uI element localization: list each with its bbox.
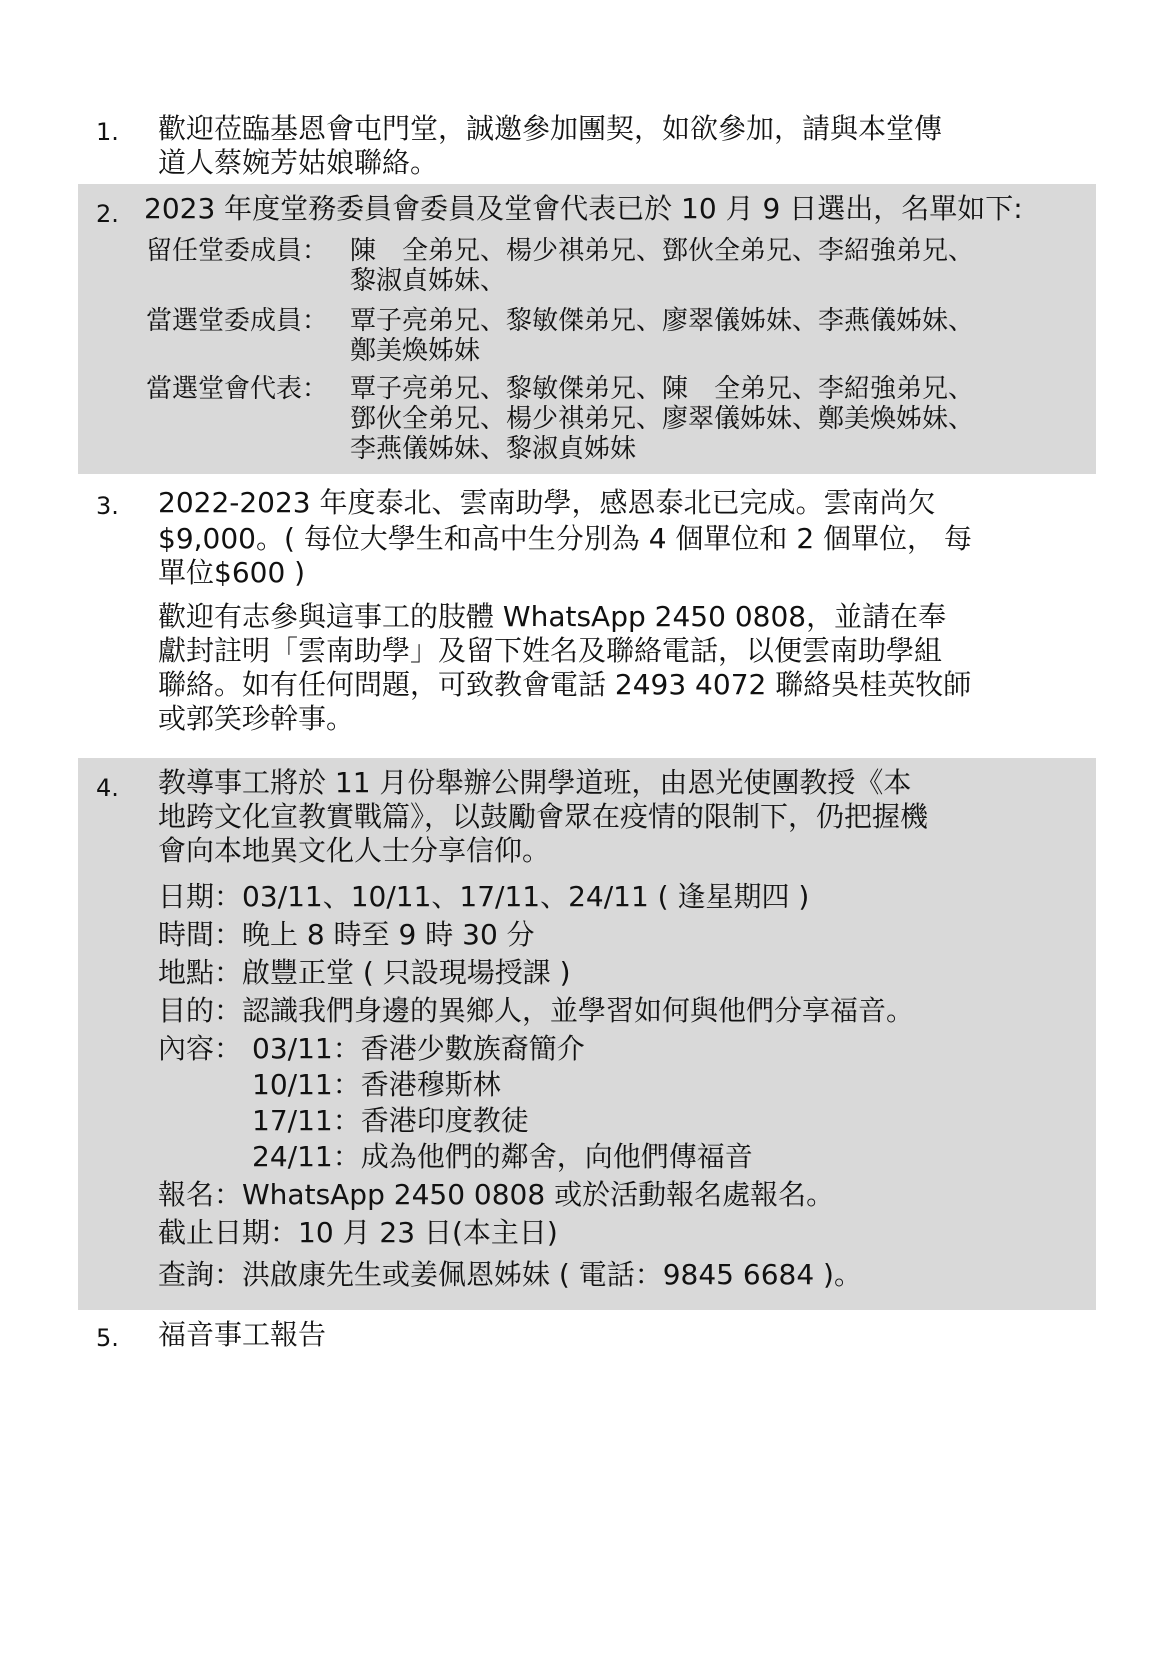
class-location: 地點：啟豐正堂 ( 只設現場授課 ) bbox=[158, 956, 571, 989]
item-number: 2. bbox=[96, 200, 119, 228]
notice-item-3 bbox=[78, 484, 1096, 744]
item-number: 1. bbox=[96, 118, 119, 146]
group-members: 覃子亮弟兄、黎敏傑弟兄、陳 全弟兄、李紹強弟兄、 bbox=[350, 374, 975, 404]
item-number: 4. bbox=[96, 774, 119, 802]
class-content-label: 內容： bbox=[158, 1032, 243, 1065]
class-content-item: 17/11：香港印度教徒 bbox=[252, 1104, 529, 1137]
item-text-line: 單位$600 ) bbox=[158, 556, 306, 589]
item-text-line: 獻封註明「雲南助學」及留下姓名及聯絡電話，以便雲南助學組 bbox=[158, 634, 943, 667]
notice-item-5 bbox=[78, 1318, 1096, 1362]
group-members: 覃子亮弟兄、黎敏傑弟兄、廖翠儀姊妹、李燕儀姊妹、 bbox=[350, 306, 975, 336]
item-text-line: 道人蔡婉芳姑娘聯絡。 bbox=[158, 146, 439, 179]
class-registration: 報名：WhatsApp 2450 0808 或於活動報名處報名。 bbox=[158, 1178, 835, 1211]
group-members: 李燕儀姊妹、黎淑貞姊妹 bbox=[350, 434, 637, 464]
item-text-line: $9,000。( 每位大學生和高中生分別為 4 個單位和 2 個單位， 每 bbox=[158, 522, 972, 555]
notice-item-4 bbox=[78, 758, 1096, 1310]
group-members: 鄭美煥姊妹 bbox=[350, 336, 481, 366]
class-enquiry: 查詢：洪啟康先生或姜佩恩姊妹 ( 電話：9845 6684 )。 bbox=[158, 1258, 862, 1291]
class-deadline: 截止日期：10 月 23 日(本主日) bbox=[158, 1216, 558, 1249]
group-members: 陳 全弟兄、楊少祺弟兄、鄧伙全弟兄、李紹強弟兄、 bbox=[350, 236, 975, 266]
item-text-line: 2022-2023 年度泰北、雲南助學，感恩泰北已完成。雲南尚欠 bbox=[158, 486, 936, 519]
item-text-line: 歡迎有志參與這事工的肢體 WhatsApp 2450 0808，並請在奉 bbox=[158, 600, 947, 633]
class-time: 時間：晚上 8 時至 9 時 30 分 bbox=[158, 918, 535, 951]
group-members: 黎淑貞姊妹、 bbox=[350, 266, 507, 296]
group-label: 留任堂委成員： bbox=[146, 236, 329, 266]
notice-item-2 bbox=[78, 184, 1096, 474]
item-text-line: 歡迎莅臨基恩會屯門堂，誠邀參加團契，如欲參加，請與本堂傳 bbox=[158, 112, 943, 145]
notice-item-1 bbox=[78, 112, 1096, 184]
item-text-line: 會向本地異文化人士分享信仰。 bbox=[158, 834, 551, 867]
class-content-item: 03/11：香港少數族裔簡介 bbox=[252, 1032, 585, 1065]
group-label: 當選堂會代表： bbox=[146, 374, 329, 404]
item-text-line: 聯絡。如有任何問題，可致教會電話 2493 4072 聯絡吳桂英牧師 bbox=[158, 668, 972, 701]
group-members: 鄧伙全弟兄、楊少祺弟兄、廖翠儀姊妹、鄭美煥姊妹、 bbox=[350, 404, 975, 434]
class-content-item: 10/11：香港穆斯林 bbox=[252, 1068, 501, 1101]
item-text-line: 教導事工將於 11 月份舉辦公開學道班，由恩光使團教授《本 bbox=[158, 766, 912, 799]
item-text-line: 地跨文化宣教實戰篇》，以鼓勵會眾在疫情的限制下，仍把握機 bbox=[158, 800, 929, 833]
item-text-line: 或郭笑珍幹事。 bbox=[158, 702, 355, 735]
item-number: 5. bbox=[96, 1324, 119, 1352]
class-content-item: 24/11：成為他們的鄰舍，向他們傳福音 bbox=[252, 1140, 753, 1173]
class-purpose: 目的：認識我們身邊的異鄉人，並學習如何與他們分享福音。 bbox=[158, 994, 915, 1027]
class-date: 日期：03/11、10/11、17/11、24/11 ( 逢星期四 ) bbox=[158, 880, 810, 913]
item-intro: 2023 年度堂務委員會委員及堂會代表已於 10 月 9 日選出，名單如下: bbox=[144, 192, 1023, 225]
group-label: 當選堂委成員： bbox=[146, 306, 329, 336]
item-text-line: 福音事工報告 bbox=[158, 1318, 327, 1351]
item-number: 3. bbox=[96, 492, 119, 520]
